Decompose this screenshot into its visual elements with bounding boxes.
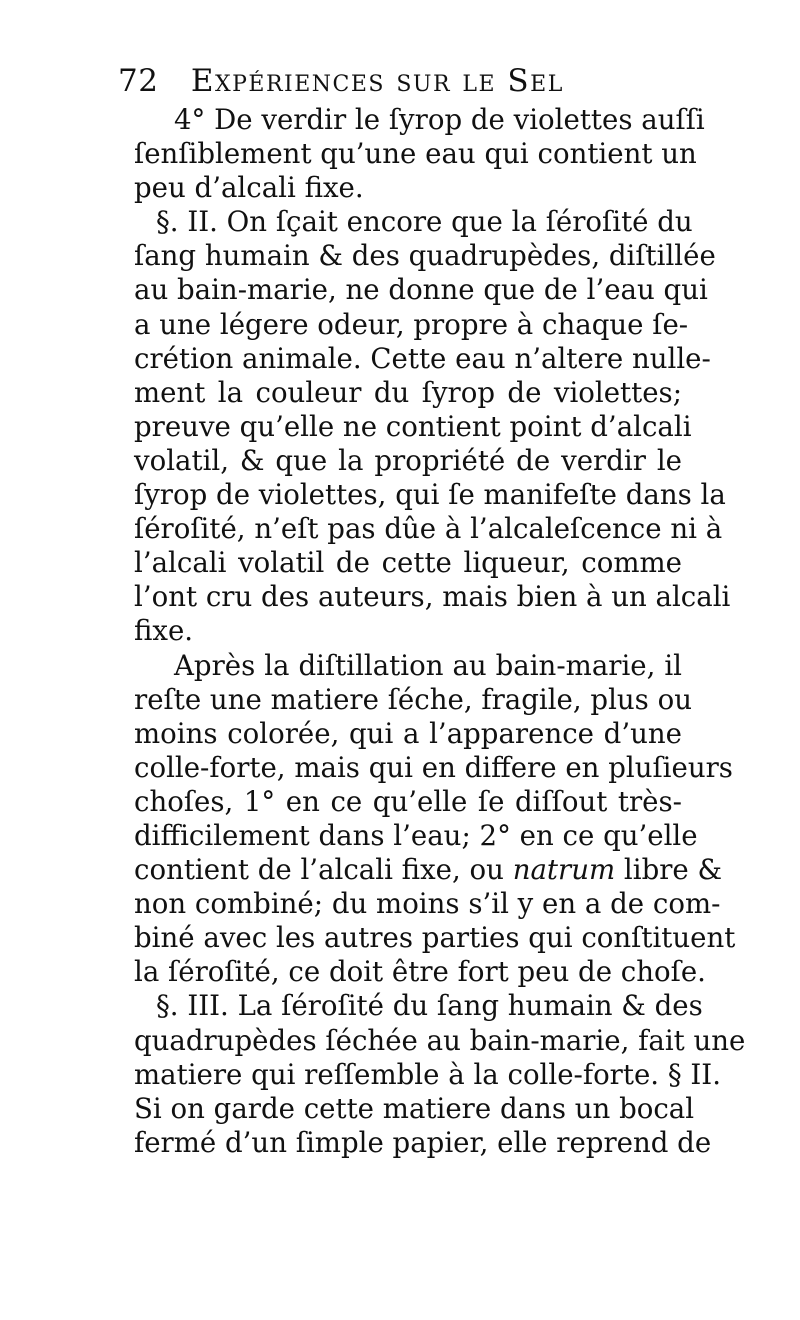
text-line: preuve qu’elle ne contient point d’alcali [134, 409, 692, 443]
italic-term: natrum [512, 853, 616, 887]
text-line: reſte une matiere ſéche, fragile, plus ou [134, 682, 692, 716]
text-line: biné avec les autres parties qui conſtituent [134, 921, 736, 955]
text-line: §. II. On ſçait encore que la ſéroſité du [156, 205, 693, 239]
text-line: Après la diſtillation au bain-marie, il [174, 648, 682, 682]
text-line: moins colorée, qui a l’apparence d’une [134, 716, 682, 750]
running-title: Expériences sur le Sel [190, 63, 564, 99]
text-line: choſes, 1° en ce qu’elle ſe diſſout très- [134, 784, 682, 818]
text-line: fixe. [134, 614, 194, 648]
text-fragment: contient de l’alcali fixe, ou [134, 853, 504, 887]
text-line: ſenſiblement qu’une eau qui contient un [134, 137, 697, 171]
text-line: ſyrop de violettes, qui ſe manifeſte dans la [134, 478, 726, 512]
text-line: l’alcali volatil de cette liqueur, comme [134, 546, 682, 580]
text-line: l’ont cru des auteurs, mais bien à un alcali [134, 580, 731, 614]
text-line: difficilement dans l’eau; 2° en ce qu’elle [134, 818, 698, 852]
text-line: Si on garde cette matiere dans un bocal [134, 1091, 695, 1125]
text-line [134, 853, 723, 887]
text-line: peu d’alcali fixe. [134, 171, 364, 205]
text-line: colle-forte, mais qui en differe en pluſieurs [134, 750, 733, 784]
text-fragment: libre & [623, 853, 723, 887]
text-line: matiere qui reſſemble à la colle-forte. § II. [134, 1057, 721, 1091]
text-line: au bain-marie, ne donne que de l’eau qui [134, 273, 708, 307]
text-line: §. III. La ſéroſité du ſang humain & des [156, 989, 703, 1023]
text-line: 4° De verdir le ſyrop de violettes auſſi [174, 103, 705, 136]
text-line: quadrupèdes ſéchée au bain-marie, fait une [134, 1023, 746, 1057]
page-header [118, 58, 688, 104]
text-line: a une légere odeur, propre à chaque ſe- [134, 307, 689, 341]
text-line: ſang humain & des quadrupèdes, diſtillée [134, 239, 716, 273]
body-text [134, 103, 746, 1160]
text-line: fermé d’un ſimple papier, elle reprend de [134, 1125, 712, 1159]
text-line: ment la couleur du ſyrop de violettes; [134, 375, 682, 409]
page-number: 72 [118, 63, 159, 99]
text-line: non combiné; du moins s’il y en a de com- [134, 887, 721, 921]
text-line: crétion animale. Cette eau n’altere nulle- [134, 341, 711, 375]
text-line: ſéroſité, n’eſt pas dûe à l’alcaleſcence ni à [134, 512, 723, 546]
text-line: la ſéroſité, ce doit être fort peu de choſe. [134, 955, 706, 989]
text-line: volatil, & que la propriété de verdir le [134, 443, 682, 477]
